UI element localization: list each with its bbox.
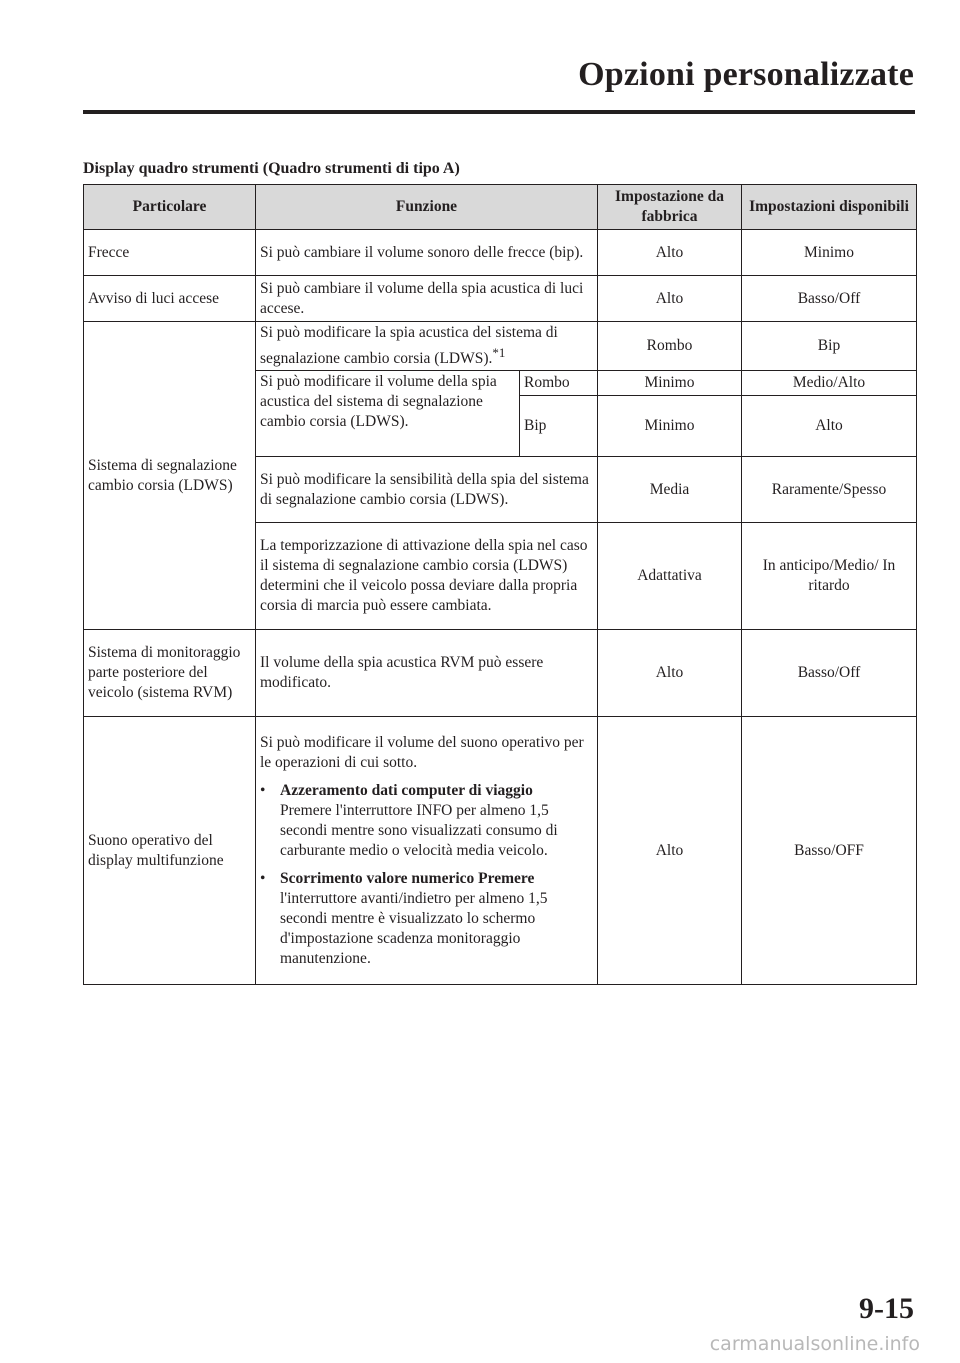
ldws-tone-function: Si può modificare la spia acustica del sistema di segnalazione cambio corsia (LDWS). <box>260 324 558 368</box>
table-row <box>84 322 917 371</box>
bullet-title: Scorrimento valore numerico Premere <box>280 869 535 887</box>
row-function: Si può modificare la sensibilità della spia del sistema di segnalazione cambio corsia (LDWS). <box>256 457 598 523</box>
row-available: Raramente/Spesso <box>742 457 917 523</box>
table-row <box>84 630 917 717</box>
row-available: Basso/OFF <box>742 717 917 985</box>
row-available: In anticipo/Medio/ In ritardo <box>742 523 917 630</box>
table-row <box>84 717 917 985</box>
row-factory: Adattativa <box>598 523 742 630</box>
row-factory: Media <box>598 457 742 523</box>
row-function: Si può modificare il volume della spia acustica del sistema di segnalazione cambio corsia (LDWS). <box>256 371 520 457</box>
row-function: Si può cambiare il volume sonoro delle frecce (bip). <box>256 230 598 276</box>
row-function: La temporizzazione di attivazione della spia nel caso il sistema di segnalazione cambio corsia (LDWS) determini che il veicolo possa deviare dalla propria corsia di marcia può essere cambiata. <box>256 523 598 630</box>
bullet-icon: • <box>260 869 266 887</box>
header-function: Funzione <box>256 185 598 230</box>
row-subtype: Bip <box>520 396 598 457</box>
row-item-ldws: Sistema di segnalazione cambio corsia (LDWS) <box>84 322 256 630</box>
row-function: Il volume della spia acustica RVM può essere modificato. <box>256 630 598 717</box>
row-item: Avviso di luci accese <box>84 276 256 322</box>
header-factory: Impostazione da fabbrica <box>598 185 742 230</box>
row-item: Suono operativo del display multifunzione <box>84 717 256 985</box>
bullet-item <box>260 781 593 861</box>
watermark[interactable]: carmanualsonline.info <box>709 1333 920 1355</box>
bullet-icon: • <box>260 781 266 799</box>
row-available: Bip <box>742 322 917 371</box>
bullet-text: Premere l'interruttore INFO per almeno 1,5 secondi mentre sono visualizzati consumo di carburante medio o velocità media veicolo. <box>280 801 558 859</box>
multi-function-intro: Si può modificare il volume del suono operativo per le operazioni di cui sotto. <box>260 733 584 771</box>
row-subtype: Rombo <box>520 371 598 396</box>
row-function <box>256 322 598 371</box>
row-available: Basso/Off <box>742 276 917 322</box>
row-available: Minimo <box>742 230 917 276</box>
table-row <box>84 230 917 276</box>
row-available: Alto <box>742 396 917 457</box>
row-available: Basso/Off <box>742 630 917 717</box>
page-number: 9-15 <box>859 1292 914 1325</box>
header-available: Impostazioni disponibili <box>742 185 917 230</box>
row-item: Sistema di monitoraggio parte posteriore del veicolo (sistema RVM) <box>84 630 256 717</box>
table-title: Display quadro strumenti (Quadro strumenti di tipo A) <box>83 160 460 177</box>
row-factory: Alto <box>598 717 742 985</box>
table-row <box>84 276 917 322</box>
row-function: Si può cambiare il volume della spia acustica di luci accese. <box>256 276 598 322</box>
settings-table <box>83 184 917 985</box>
bullet-item <box>260 869 593 969</box>
footnote-marker: *1 <box>492 345 506 360</box>
header-item: Particolare <box>84 185 256 230</box>
table-header-row <box>84 185 917 230</box>
page-header-title: Opzioni personalizzate <box>578 56 914 93</box>
bullet-title: Azzeramento dati computer di viaggio <box>280 781 533 799</box>
row-available: Medio/Alto <box>742 371 917 396</box>
header-rule <box>83 110 915 114</box>
row-factory: Rombo <box>598 322 742 371</box>
row-factory: Alto <box>598 630 742 717</box>
row-item: Frecce <box>84 230 256 276</box>
row-factory: Alto <box>598 276 742 322</box>
row-function <box>256 717 598 985</box>
row-factory: Minimo <box>598 371 742 396</box>
bullet-text: l'interruttore avanti/indietro per almeno 1,5 secondi mentre è visualizzato lo schermo d'impostazione scadenza monitoraggio manutenzione. <box>280 889 548 967</box>
row-factory: Minimo <box>598 396 742 457</box>
row-factory: Alto <box>598 230 742 276</box>
